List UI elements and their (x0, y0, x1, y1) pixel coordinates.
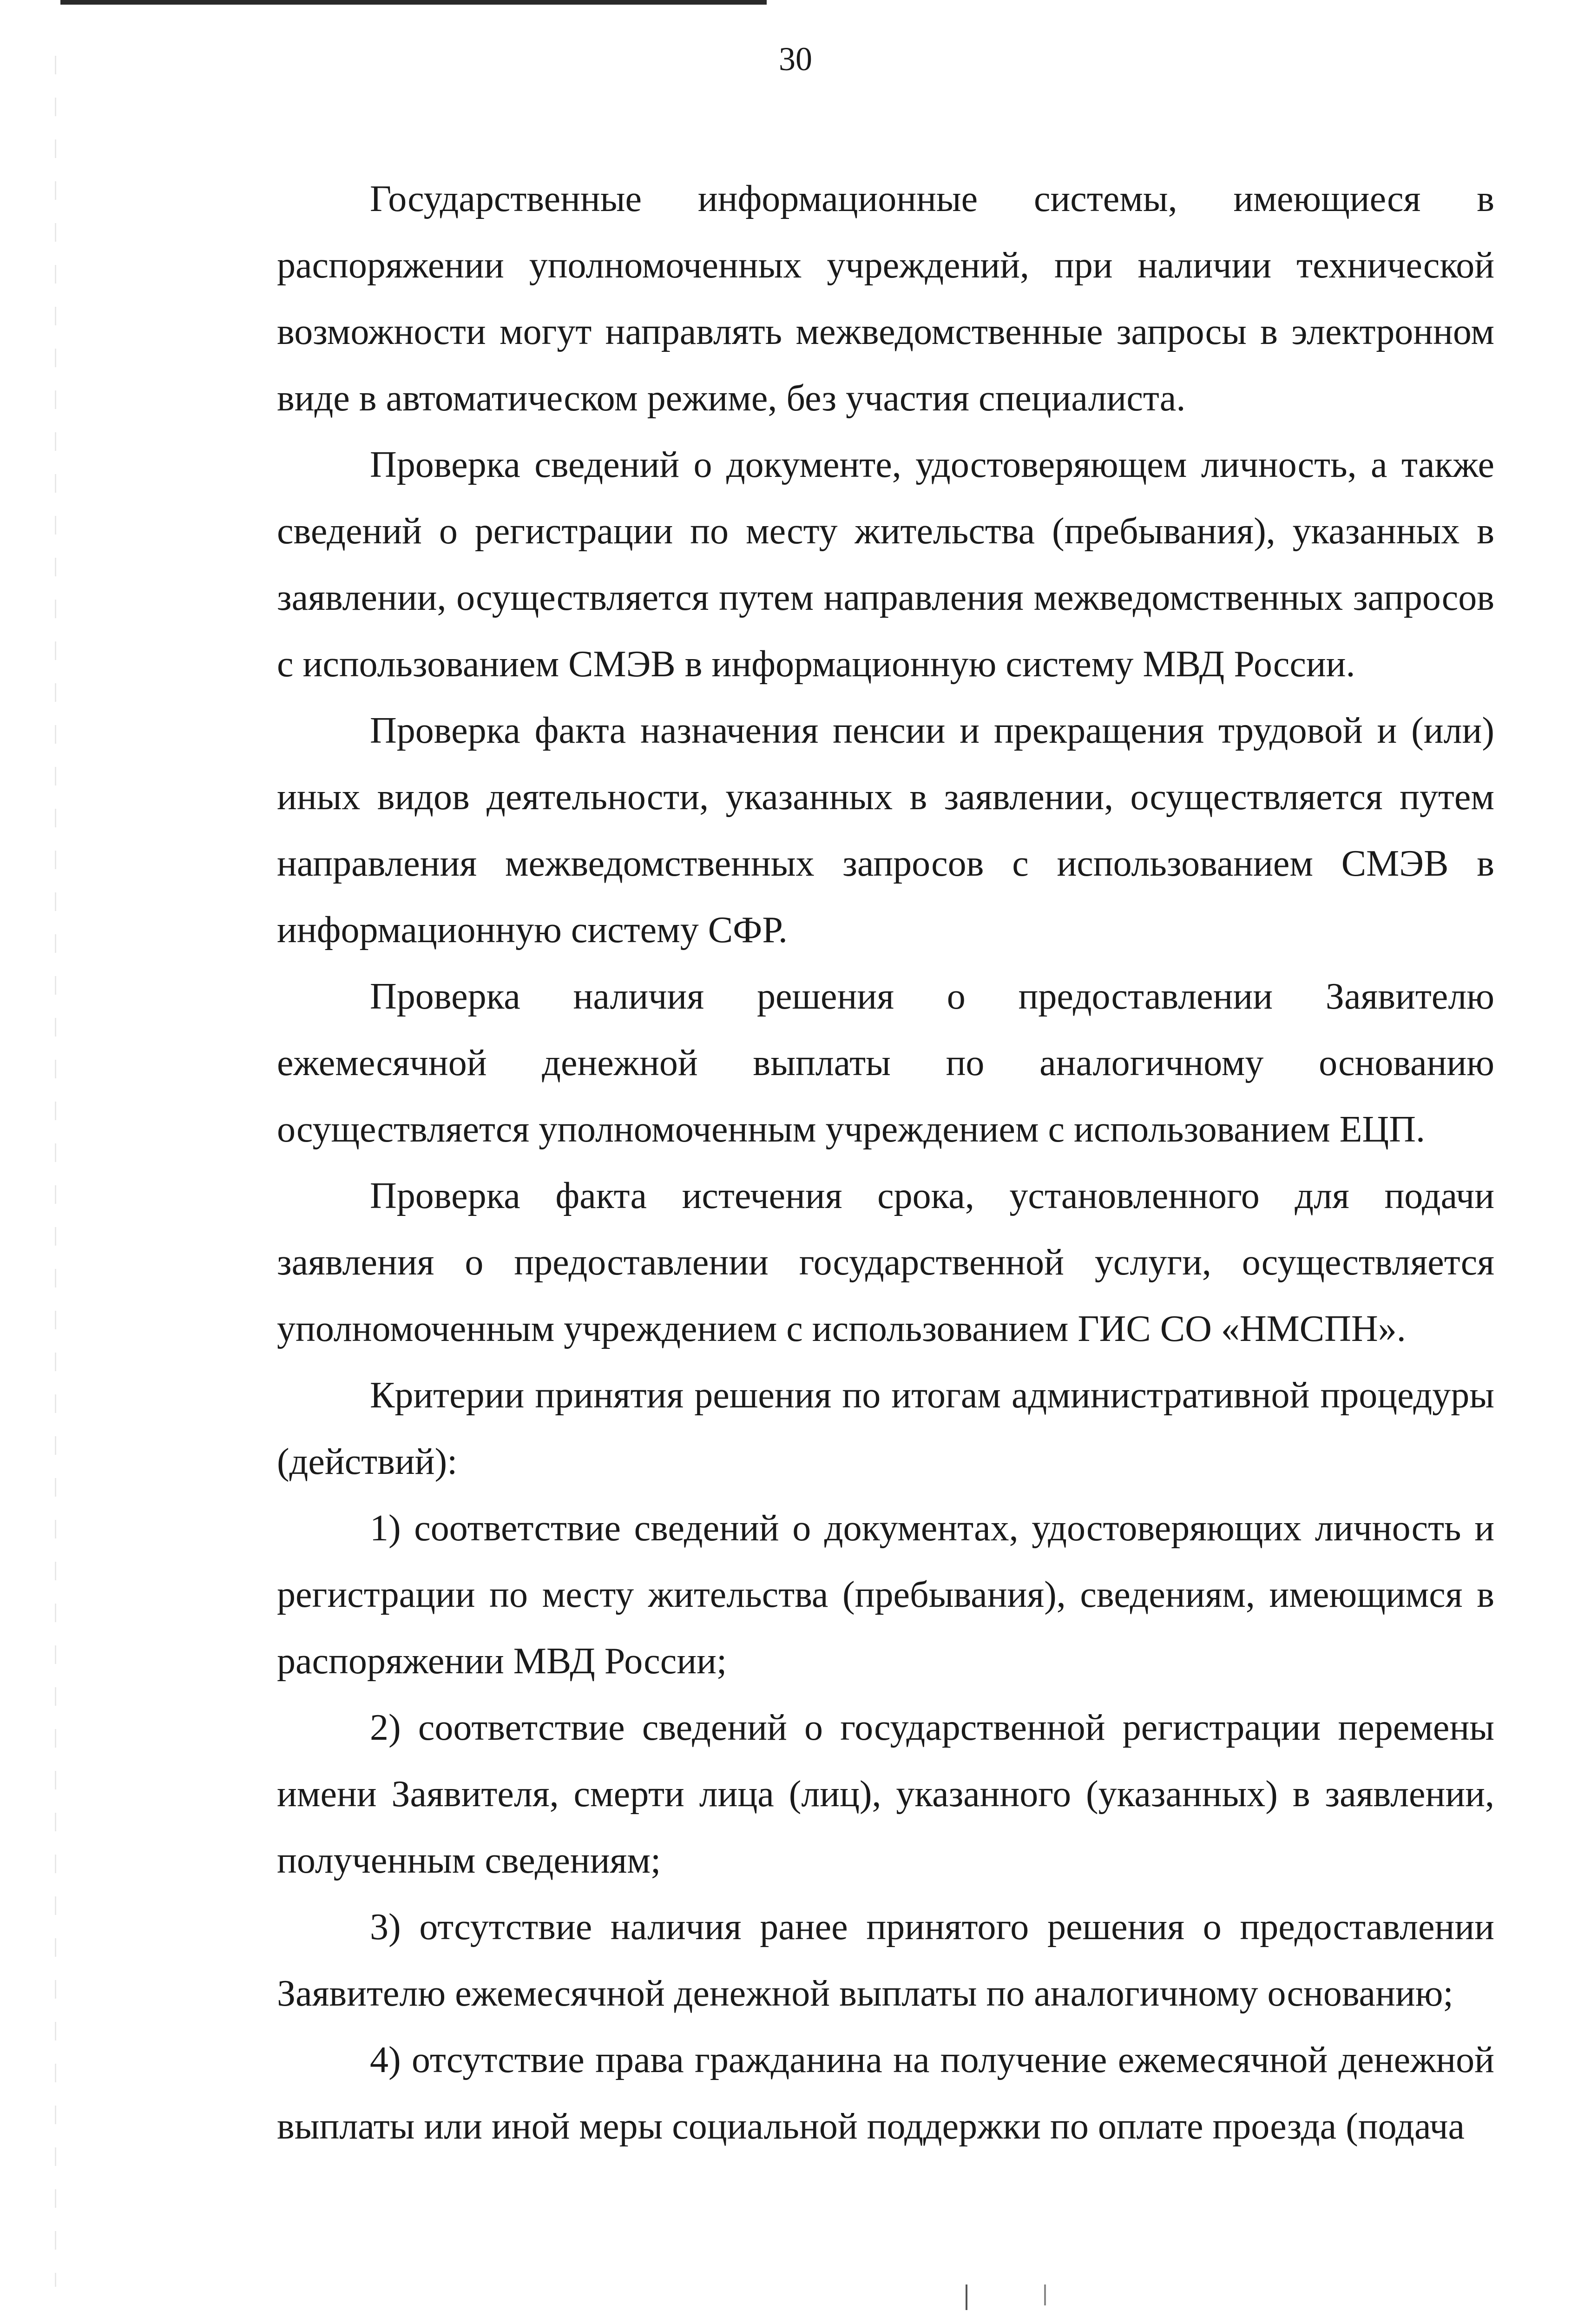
scan-edge-artifact (55, 56, 56, 2287)
paragraph-pension-check: Проверка факта назначения пенсии и прекращения трудовой и (или) иных видов деятельности, указанных в заявлении, осуществляется путем направления межведомственных запросов с использованием СМЭВ в информационную систему СФР. (277, 710, 1494, 951)
scan-mark (1044, 2284, 1046, 2305)
paragraph-criteria-heading: Критерии принятия решения по итогам административной процедуры (действий): (277, 1375, 1494, 1482)
body-text (277, 166, 1494, 2160)
scan-border-line (60, 0, 767, 5)
paragraph-deadline-check: Проверка факта истечения срока, установленного для подачи заявления о предоставлении государственной услуги, осуществляется уполномоченным учреждением с использованием ГИС СО «НМСПН». (277, 1175, 1494, 1349)
scan-mark (966, 2284, 967, 2310)
list-item-criterion-1: 1) соответствие сведений о документах, удостоверяющих личность и регистрации по месту жительства (пребывания), сведениям, имеющимся в распоряжении МВД России; (277, 1508, 1494, 1682)
page-number: 30 (779, 40, 812, 78)
list-item-criterion-3: 3) отсутствие наличия ранее принятого решения о предоставлении Заявителю ежемесячной денежной выплаты по аналогичному основанию; (277, 1907, 1494, 2014)
list-item-criterion-4: 4) отсутствие права гражданина на получение ежемесячной денежной выплаты или иной меры социальной поддержки по оплате проезда (подача (277, 2040, 1494, 2147)
paragraph-payment-decision-check: Проверка наличия решения о предоставлении Заявителю ежемесячной денежной выплаты по аналогичному основанию осуществляется уполномоченным учреждением с использованием ЕЦП. (277, 976, 1494, 1150)
paragraph-gis-requests: Государственные информационные системы, имеющиеся в распоряжении уполномоченных учреждений, при наличии технической возможности могут направлять межведомственные запросы в электронном виде в автоматическом режиме, без участия специалиста. (277, 178, 1494, 419)
paragraph-identity-check: Проверка сведений о документе, удостоверяющем личность, а также сведений о регистрации по месту жительства (пребывания), указанных в заявлении, осуществляется путем направления межведомственных запросов с использованием СМЭВ в информационную систему МВД России. (277, 444, 1494, 685)
list-item-criterion-2: 2) соответствие сведений о государственной регистрации перемены имени Заявителя, смерти лица (лиц), указанного (указанных) в заявлении, полученным сведениям; (277, 1707, 1494, 1881)
